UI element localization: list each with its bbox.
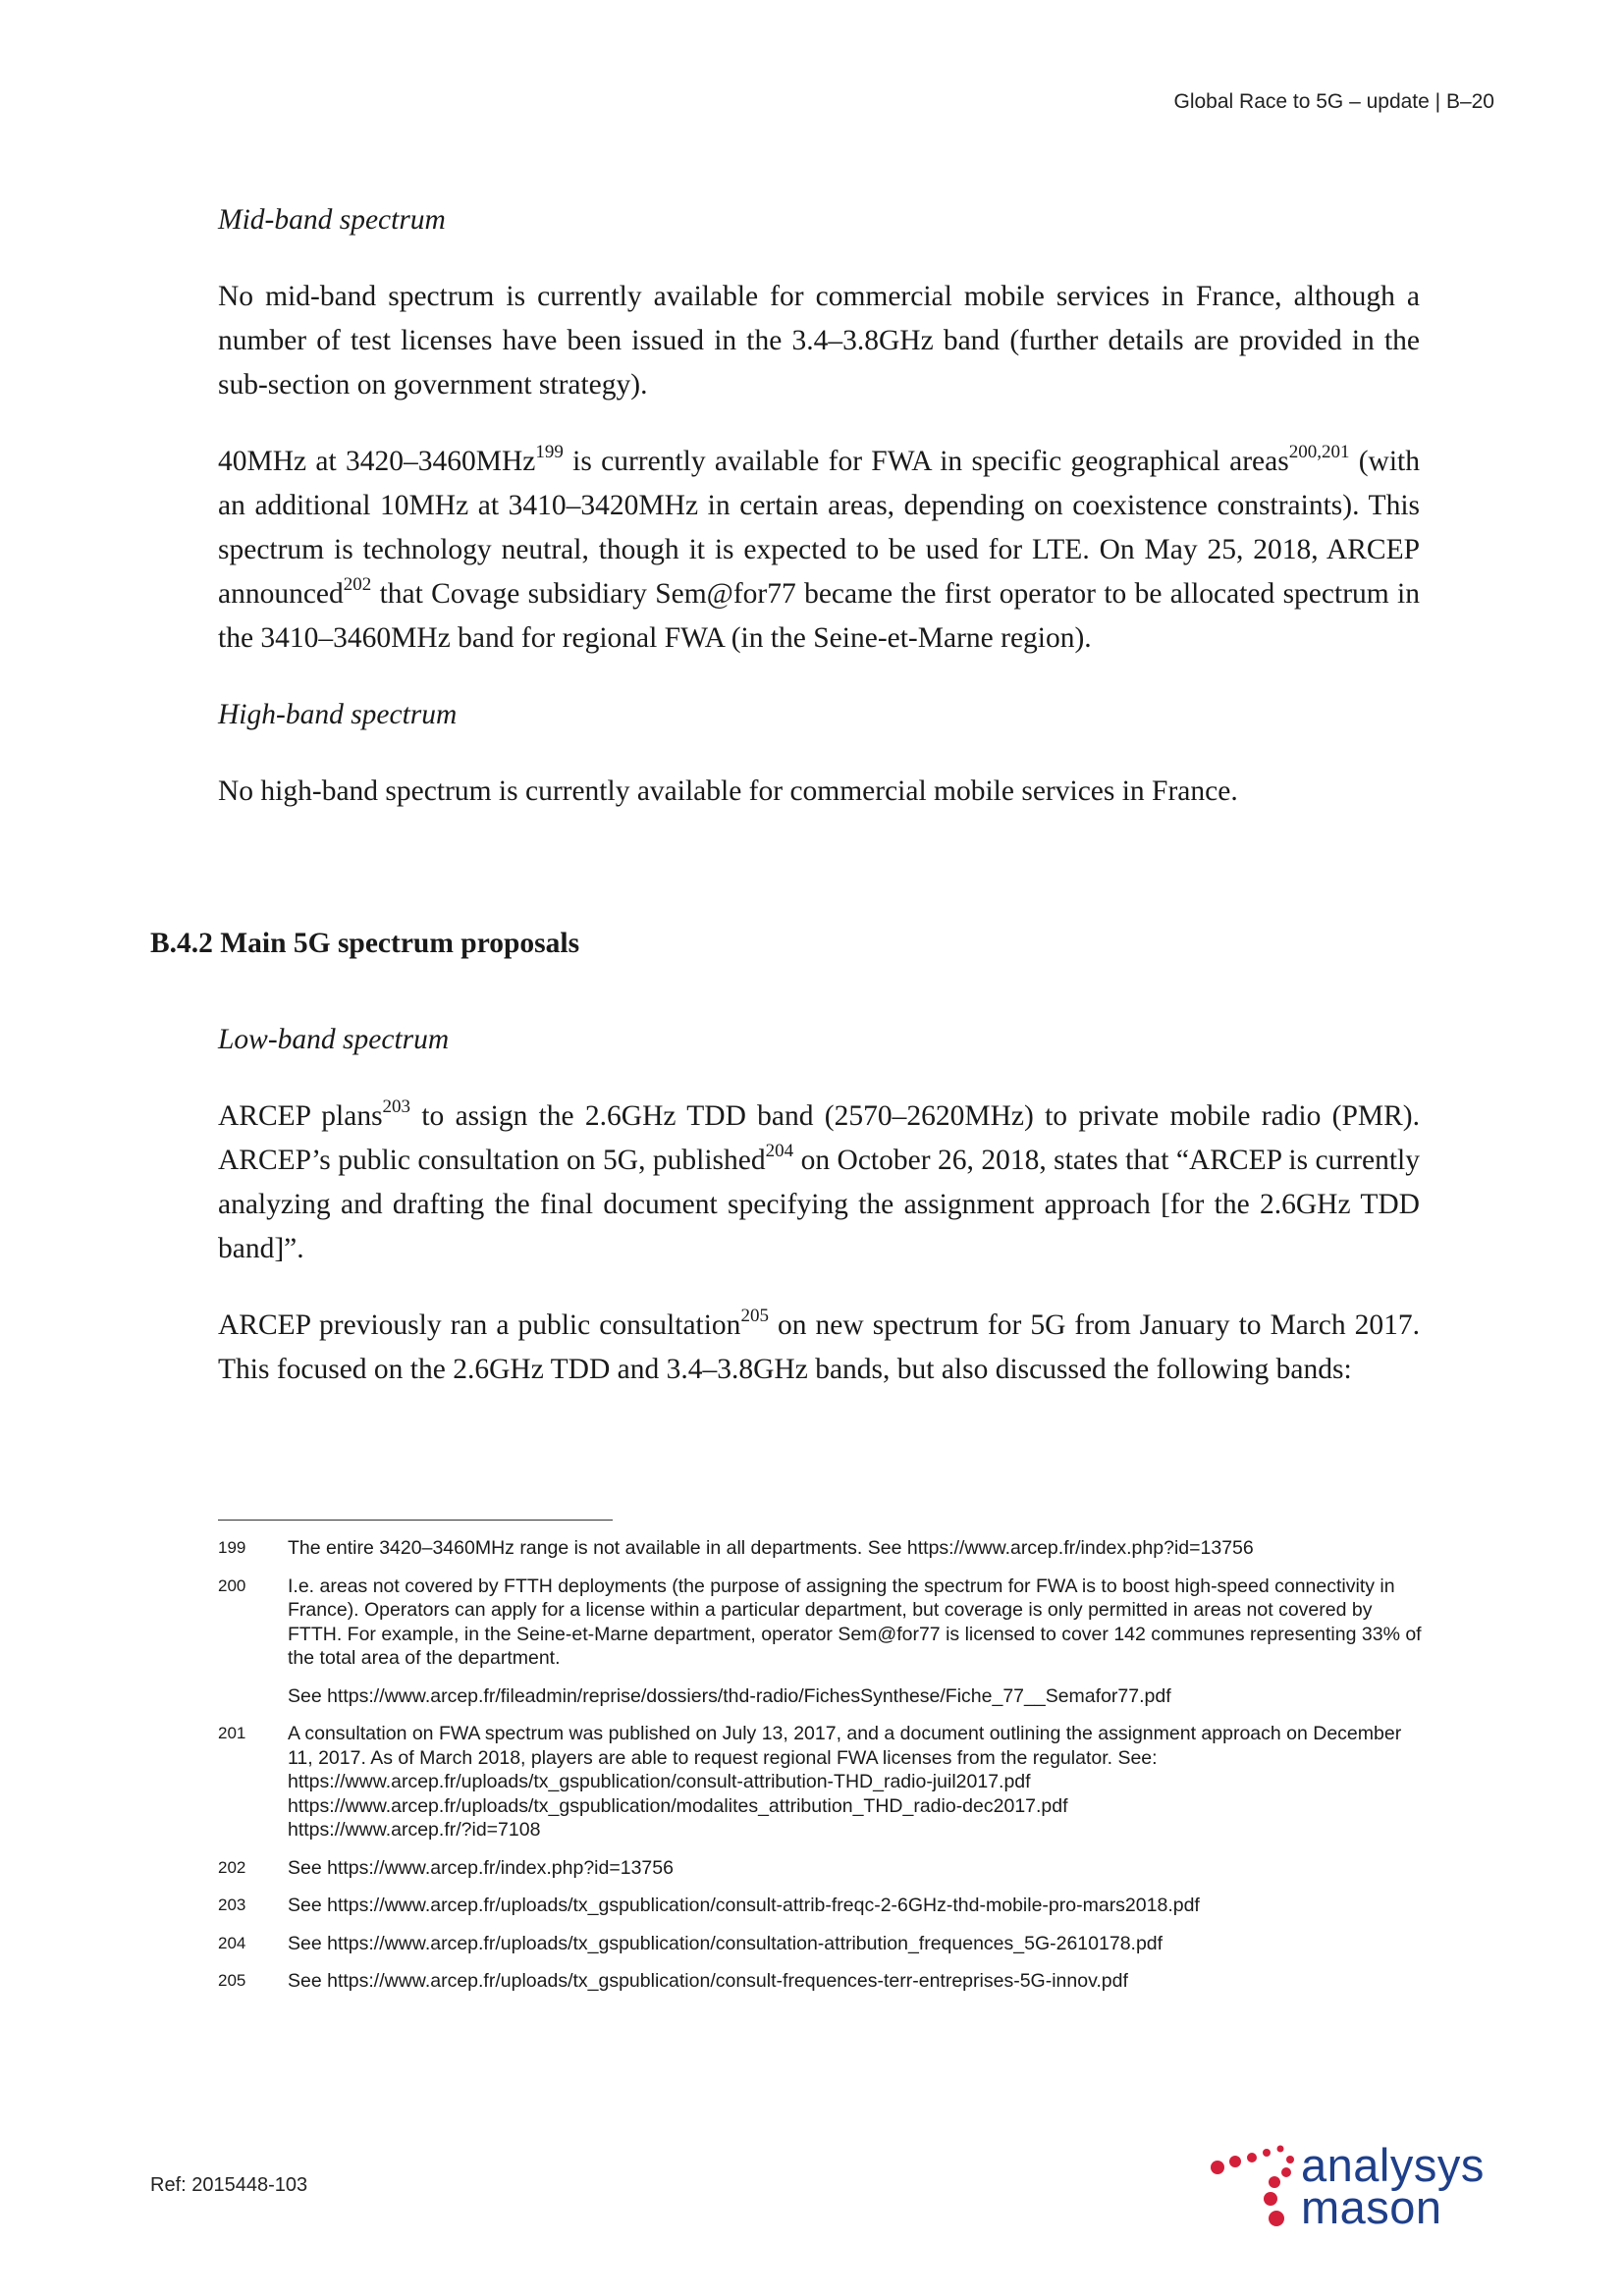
footnote (218, 1856, 1424, 1881)
main-content (218, 198, 1420, 846)
subheading-high-band: High-band spectrum (218, 699, 458, 730)
footnote-link[interactable]: https://www.arcep.fr/?id=7108 (288, 1819, 541, 1841)
footnote-ref[interactable]: 202 (343, 574, 372, 596)
logo-wordmark-mason: mason (1301, 2181, 1442, 2233)
footnote-ref[interactable]: 200,201 (1288, 442, 1350, 463)
paragraph-text: that Covage subsidiary Sem@for77 became the first operator to be allocated spectrum in the 3410–3460MHz band for regional FWA (in the Seine-et-Marne region). (218, 578, 1420, 654)
footnote-number: 202 (218, 1857, 246, 1877)
footnote-link[interactable]: See https://www.arcep.fr/uploads/tx_gspublication/consultation-attribution_frequences_5G-2610178.pdf (288, 1932, 1164, 1954)
paragraph-text: to assign the 2.6GHz TDD band (2570–2620MHz) to private mobile radio (PMR). ARCEP’s public consultation on 5G, published (218, 1100, 1420, 1176)
footnote-ref[interactable]: 205 (740, 1306, 769, 1327)
document-reference: Ref: 2015448-103 (150, 2174, 308, 2196)
logo-wordmark-analysys: analysys (1301, 2139, 1485, 2191)
footnote (218, 1575, 1424, 1709)
footnote (218, 1932, 1424, 1956)
footnote-link[interactable]: See https://www.arcep.fr/uploads/tx_gspublication/consult-frequences-terr-entreprises-5G-innov.pdf (288, 1970, 1128, 1992)
section-heading: B.4.2 Main 5G spectrum proposals (150, 928, 580, 959)
footnote (218, 1894, 1424, 1918)
paragraph-text: ARCEP plans (218, 1100, 383, 1132)
footnote-link[interactable]: See https://www.arcep.fr/uploads/tx_gspublication/consult-attrib-freqc-2-6GHz-thd-mobile-pro-mars2018.pdf (288, 1895, 1200, 1916)
footnote-ref[interactable]: 199 (535, 442, 564, 463)
footnote-text: A consultation on FWA spectrum was published on July 13, 2017, and a document outlining the assignment approach on December 11, 2017. As of March 2018, players are able to request regional FWA licenses from the regulator. See: (288, 1723, 1402, 1769)
subheading-low-band: Low-band spectrum (218, 1024, 450, 1055)
footnote-number: 199 (218, 1538, 246, 1557)
paragraph-text: is currently available for FWA in specific geographical areas (563, 446, 1289, 477)
footnote (218, 1536, 1424, 1561)
footnote-number: 201 (218, 1724, 246, 1742)
footnote-number: 203 (218, 1896, 246, 1914)
footnote-text: The entire 3420–3460MHz range is not available in all departments. See https://www.arcep.fr/index.php?id=13756 (288, 1537, 1254, 1559)
footnote-link[interactable]: See https://www.arcep.fr/index.php?id=13756 (288, 1856, 674, 1879)
footnote (218, 1722, 1424, 1842)
paragraph-text: (with an additional 10MHz at 3410–3420MHz in certain areas, depending on coexistence constraints). This spectrum is technology neutral, though it is expected to be used for LTE. On May 25, 2018, ARCEP announced (218, 446, 1420, 610)
paragraph (218, 275, 1420, 407)
paragraph-text: No mid-band spectrum is currently available for commercial mobile services in France, although a number of test licenses have been issued in the 3.4–3.8GHz band (further details are provided in the sub-section on government strategy). (218, 281, 1420, 400)
footnote-ref[interactable]: 204 (765, 1141, 794, 1162)
paragraph-text: No high-band spectrum is currently available for commercial mobile services in France. (218, 775, 1238, 807)
footnote-link[interactable]: https://www.arcep.fr/uploads/tx_gspublication/consult-attribution-THD_radio-juil2017.pdf (288, 1771, 1031, 1792)
running-header: Global Race to 5G – update | B–20 (1173, 90, 1494, 113)
footnote-number: 204 (218, 1933, 246, 1952)
paragraph-text: on new spectrum for 5G from January to March 2017. This focused on the 2.6GHz TDD and 3.4–3.8GHz bands, but also discussed the following bands: (218, 1309, 1420, 1385)
paragraph (218, 1095, 1420, 1271)
paragraph (218, 440, 1420, 661)
footnote-text: I.e. areas not covered by FTTH deployments (the purpose of assigning the spectrum for FWA is to boost high-speed connectivity in France). Operators can apply for a license within a particular department, but coverage is only permitted in areas not covered by FTTH. For example, in the Seine-et-Marne department, operator Sem@for77 is licensed to cover 142 communes representing 33% of the total area of the department. (288, 1575, 1422, 1669)
paragraph-text: ARCEP previously ran a public consultation (218, 1309, 741, 1341)
main-content-low-band (218, 1018, 1420, 1424)
footnotes (218, 1536, 1424, 2007)
footnote-link[interactable]: https://www.arcep.fr/uploads/tx_gspublication/modalites_attribution_THD_radio-dec2017.pdf (288, 1794, 1068, 1817)
paragraph (218, 1304, 1420, 1392)
footnote-ref[interactable]: 203 (382, 1096, 411, 1118)
subheading-mid-band: Mid-band spectrum (218, 204, 446, 236)
footnote-number: 200 (218, 1575, 246, 1595)
paragraph (218, 770, 1420, 814)
footnote-number: 205 (218, 1971, 246, 1990)
paragraph-text: on October 26, 2018, states that “ARCEP is currently analyzing and drafting the final document specifying the assignment approach [for the 2.6GHz TDD band]”. (218, 1145, 1420, 1264)
paragraph-text: 40MHz at 3420–3460MHz (218, 446, 536, 477)
footnote-link[interactable]: See https://www.arcep.fr/fileadmin/reprise/dossiers/thd-radio/FichesSynthese/Fiche_77__Semafor77.pdf (288, 1684, 1171, 1707)
footnote-separator (218, 1520, 613, 1521)
footnote (218, 1969, 1424, 1994)
